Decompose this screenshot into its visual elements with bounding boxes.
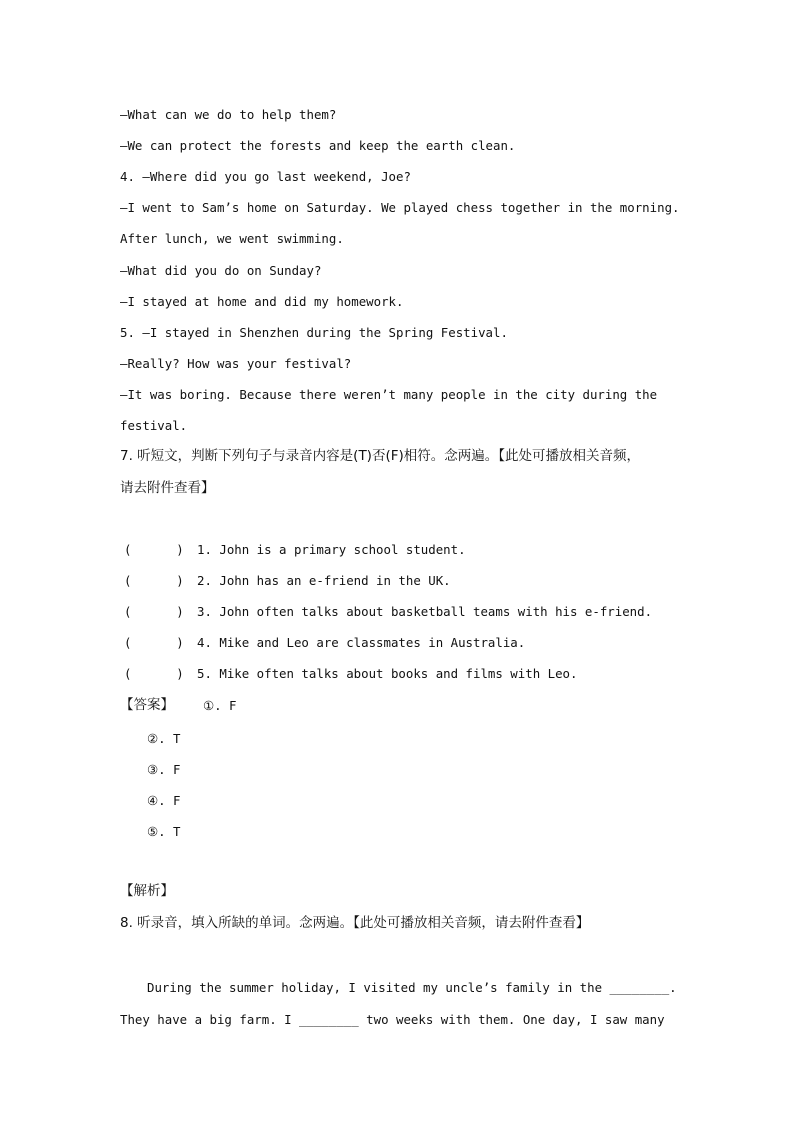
passage-line-1: During the summer holiday, I visited my uncle’s family in the ________. <box>147 980 677 995</box>
question-7-prompt-line-1: 7. 听短文，判断下列句子与录音内容是(T)否(F)相符。念两遍。【此处可播放相关音频， <box>120 448 640 464</box>
question-7-prompt-line-2: 请去附件查看】 <box>120 480 215 496</box>
dialog-5-line-1: 5. —I stayed in Shenzhen during the Spring Festival. <box>120 325 508 340</box>
statement-item: 3. John often talks about basketball teams with his e-friend. <box>197 604 653 619</box>
answer-blank[interactable]: ( ) <box>124 542 184 557</box>
answer-blank[interactable]: ( ) <box>124 604 184 619</box>
dialog-3-answer: —We can protect the forests and keep the earth clean. <box>120 138 516 153</box>
statement-item: 4. Mike and Leo are classmates in Australia. <box>197 635 526 650</box>
passage-line-2: They have a big farm. I ________ two weeks with them. One day, I saw many <box>120 1012 665 1027</box>
dialog-4-line-3: After lunch, we went swimming. <box>120 231 344 246</box>
dialog-4-line-4: —What did you do on Sunday? <box>120 263 322 278</box>
answer-item: ⑤. T <box>147 824 181 839</box>
answer-blank[interactable]: ( ) <box>124 666 184 681</box>
answer-item: ②. T <box>147 731 181 746</box>
dialog-5-line-2: —Really? How was your festival? <box>120 356 352 371</box>
dialog-5-line-3: —It was boring. Because there weren’t many people in the city during the <box>120 387 658 402</box>
analysis-label: 【解析】 <box>120 883 174 899</box>
dialog-5-line-4: festival. <box>120 418 188 433</box>
dialog-4-line-5: —I stayed at home and did my homework. <box>120 294 404 309</box>
statement-item: 1. John is a primary school student. <box>197 542 466 557</box>
dialog-4-line-2: —I went to Sam’s home on Saturday. We played chess together in the morning. <box>120 200 680 215</box>
answer-item: ④. F <box>147 793 181 808</box>
question-8-prompt: 8. 听录音，填入所缺的单词。念两遍。【此处可播放相关音频，请去附件查看】 <box>120 915 590 931</box>
answer-label: 【答案】 <box>120 697 174 713</box>
statement-item: 5. Mike often talks about books and films with Leo. <box>197 666 578 681</box>
answer-item: ①. F <box>203 698 237 713</box>
dialog-4-line-1: 4. —Where did you go last weekend, Joe? <box>120 169 411 184</box>
statement-item: 2. John has an e-friend in the UK. <box>197 573 451 588</box>
dialog-3-question: —What can we do to help them? <box>120 107 337 122</box>
answer-blank[interactable]: ( ) <box>124 573 184 588</box>
answer-item: ③. F <box>147 762 181 777</box>
answer-blank[interactable]: ( ) <box>124 635 184 650</box>
